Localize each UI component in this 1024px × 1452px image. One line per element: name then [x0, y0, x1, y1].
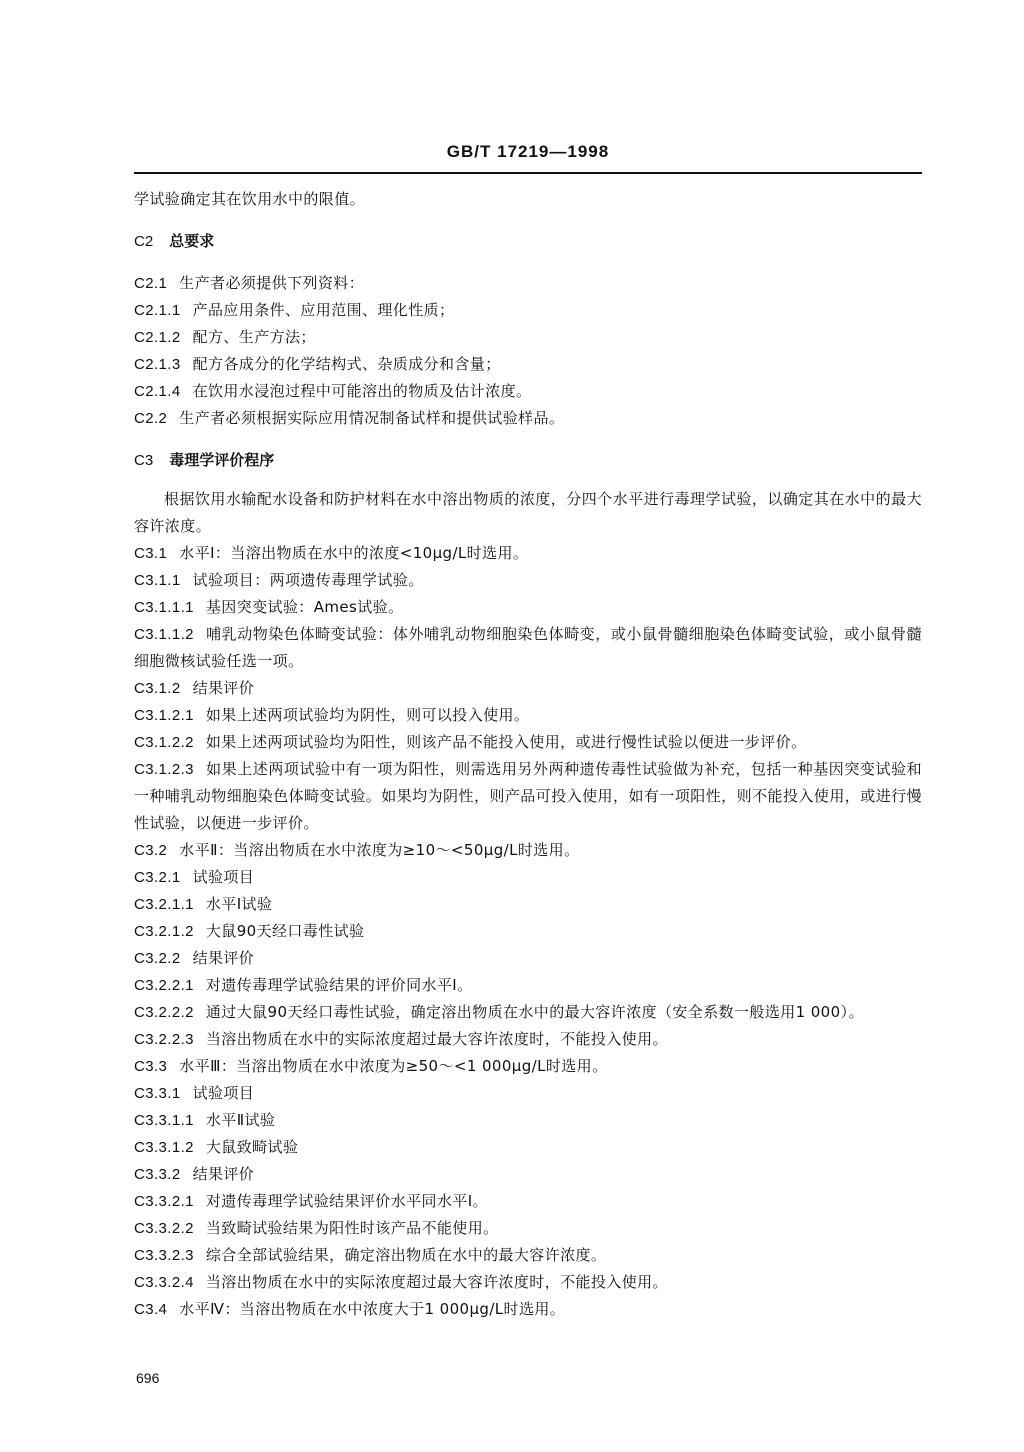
clause-number: C3.4: [134, 1301, 168, 1318]
clause-c3-1-2: [134, 675, 922, 702]
clause-number: C3.3.2.2: [134, 1220, 194, 1237]
clause-number: C3.3.2.1: [134, 1193, 194, 1210]
clause-c3-2-2: [134, 945, 922, 972]
page-number: 696: [136, 1370, 160, 1386]
clause-text: 当溶出物质在水中的实际浓度超过最大容许浓度时，不能投入使用。: [205, 1273, 668, 1291]
clause-c2-2: [134, 405, 922, 432]
clause-c2-1-4: [134, 378, 922, 405]
clause-text: 生产者必须根据实际应用情况制备试样和提供试验样品。: [179, 409, 565, 427]
clause-number: C3.2.2.3: [134, 1031, 194, 1048]
clause-number: C2.1.1: [134, 302, 181, 319]
clause-number: C3.2: [134, 842, 168, 859]
document-body: [134, 186, 922, 1323]
clause-c3-2-1-2: [134, 918, 922, 945]
clause-text: 基因突变试验：Ames试验。: [205, 598, 404, 616]
clause-text: 对遗传毒理学试验结果的评价同水平Ⅰ。: [205, 976, 473, 994]
clause-number: C3.2.2.1: [134, 977, 194, 994]
clause-c3-3-2-1: [134, 1188, 922, 1215]
clause-number: C2.1.4: [134, 383, 181, 400]
clause-number: C3.3.1.2: [134, 1139, 194, 1156]
clause-text: 综合全部试验结果，确定溶出物质在水中的最大容许浓度。: [205, 1246, 607, 1264]
clause-number: C3.1.1.2: [134, 626, 194, 643]
clause-text: 水平Ⅱ试验: [205, 1111, 276, 1129]
clause-number: C2.1: [134, 275, 168, 292]
clause-c3-3-1-1: [134, 1107, 922, 1134]
clause-number: C3.2.2.2: [134, 1004, 194, 1021]
clause-c3-3: [134, 1053, 922, 1080]
clause-text: 结果评价: [192, 949, 255, 967]
continuation-text: 学试验确定其在饮用水中的限值。: [134, 190, 366, 208]
clause-c3-2-2-3: [134, 1026, 922, 1053]
clause-text: 产品应用条件、应用范围、理化性质；: [192, 301, 455, 319]
clause-c3-3-1-2: [134, 1134, 922, 1161]
clause-number: C3.2.1.1: [134, 896, 194, 913]
clause-c3-3-2: [134, 1161, 922, 1188]
clause-number: C3.1.1: [134, 572, 181, 589]
clause-number: C3.3.2.4: [134, 1274, 194, 1291]
clause-number: C3.2.1: [134, 869, 181, 886]
clause-text: 如果上述两项试验中有一项为阳性，则需选用另外两种遗传毒性试验做为补充，包括一种基因突变试验和一种哺乳动物细胞染色体畸变试验。如果均为阴性，则产品可投入使用，如有一项阳性，则不能投入使用，或进行慢性试验，以便进一步评价。: [134, 760, 922, 832]
clause-number: C3.3.1.1: [134, 1112, 194, 1129]
clause-text: 结果评价: [192, 1165, 255, 1183]
section-number: C2: [134, 233, 154, 250]
clause-text: 哺乳动物染色体畸变试验：体外哺乳动物细胞染色体畸变，或小鼠骨髓细胞染色体畸变试验，或小鼠骨髓细胞微核试验任选一项。: [134, 625, 922, 670]
clause-c3-1-2-2: [134, 729, 922, 756]
clause-text: 生产者必须提供下列资料：: [179, 274, 365, 292]
clause-text: 对遗传毒理学试验结果评价水平同水平Ⅰ。: [205, 1192, 488, 1210]
clause-c3-2: [134, 837, 922, 864]
section-heading-c2: [134, 228, 922, 255]
clause-text: 配方各成分的化学结构式、杂质成分和含量；: [192, 355, 501, 373]
section-number: C3: [134, 452, 154, 469]
clause-number: C3.2.2: [134, 950, 181, 967]
clause-number: C2.1.2: [134, 329, 181, 346]
clause-c3-1-2-1: [134, 702, 922, 729]
clause-text: 配方、生产方法；: [192, 328, 316, 346]
clause-c3-3-2-4: [134, 1269, 922, 1296]
standard-code-header: GB/T 17219—1998: [446, 142, 610, 161]
clause-text: 试验项目: [192, 1084, 255, 1102]
clause-c3-3-1: [134, 1080, 922, 1107]
section-heading-c3: [134, 447, 922, 474]
clause-text: 大鼠90天经口毒性试验: [205, 922, 365, 940]
clause-number: C3.3.2.3: [134, 1247, 194, 1264]
clause-text: 当致畸试验结果为阳性时该产品不能使用。: [205, 1219, 499, 1237]
clause-text: 试验项目: [192, 868, 255, 886]
clause-number: C3.3.2: [134, 1166, 181, 1183]
clause-number: C3.1.2: [134, 680, 181, 697]
section-title: 总要求: [169, 232, 215, 250]
clause-number: C2.1.3: [134, 356, 181, 373]
continuation-line: [134, 186, 922, 213]
clause-c2-1-2: [134, 324, 922, 351]
clause-text: 水平Ⅰ：当溶出物质在水中的浓度<10μg/L时选用。: [179, 544, 529, 562]
clause-c3-3-2-2: [134, 1215, 922, 1242]
clause-text: 大鼠致畸试验: [205, 1138, 299, 1156]
clause-c3-1: [134, 540, 922, 567]
clause-c3-1-2-3: [134, 756, 922, 837]
clause-c2-1-3: [134, 351, 922, 378]
clause-text: 水平Ⅲ：当溶出物质在水中浓度为≥50～<1 000μg/L时选用。: [179, 1057, 608, 1075]
clause-c3-1-1: [134, 567, 922, 594]
clause-number: C3.3: [134, 1058, 168, 1075]
clause-text: 如果上述两项试验均为阴性，则可以投入使用。: [205, 706, 530, 724]
clause-number: C3.2.1.2: [134, 923, 194, 940]
clause-c2-1: [134, 270, 922, 297]
clause-number: C3.1.2.1: [134, 707, 194, 724]
clause-number: C3.1.2.3: [134, 761, 194, 778]
clause-number: C3.3.1: [134, 1085, 181, 1102]
clause-number: C2.2: [134, 410, 168, 427]
section-title: 毒理学评价程序: [169, 451, 275, 469]
clause-c3-2-1: [134, 864, 922, 891]
clause-text: 结果评价: [192, 679, 255, 697]
clause-c3-4: [134, 1296, 922, 1323]
clause-c3-3-2-3: [134, 1242, 922, 1269]
clause-text: 水平Ⅳ：当溶出物质在水中浓度大于1 000μg/L时选用。: [179, 1300, 566, 1318]
clause-c3-1-1-2: [134, 621, 922, 675]
intro-paragraph: 根据饮用水输配水设备和防护材料在水中溶出物质的浓度，分四个水平进行毒理学试验，以确定其在水中的最大容许浓度。: [134, 490, 922, 535]
header-rule: [134, 172, 922, 174]
clause-c3-2-2-1: [134, 972, 922, 999]
clause-c3-2-2-2: [134, 999, 922, 1026]
clause-text: 试验项目：两项遗传毒理学试验。: [192, 571, 424, 589]
clause-text: 水平Ⅰ试验: [205, 895, 273, 913]
clause-text: 在饮用水浸泡过程中可能溶出的物质及估计浓度。: [192, 382, 532, 400]
clause-c3-2-1-1: [134, 891, 922, 918]
clause-number: C3.1.2.2: [134, 734, 194, 751]
clause-text: 水平Ⅱ：当溶出物质在水中浓度为≥10～<50μg/L时选用。: [179, 841, 580, 859]
clause-number: C3.1.1.1: [134, 599, 194, 616]
clause-c3-1-1-1: [134, 594, 922, 621]
clause-text: 当溶出物质在水中的实际浓度超过最大容许浓度时，不能投入使用。: [205, 1030, 668, 1048]
clause-c2-1-1: [134, 297, 922, 324]
clause-number: C3.1: [134, 545, 168, 562]
clause-text: 通过大鼠90天经口毒性试验，确定溶出物质在水中的最大容许浓度（安全系数一般选用1 000）。: [205, 1003, 864, 1021]
clause-text: 如果上述两项试验均为阳性，则该产品不能投入使用，或进行慢性试验以便进一步评价。: [205, 733, 807, 751]
